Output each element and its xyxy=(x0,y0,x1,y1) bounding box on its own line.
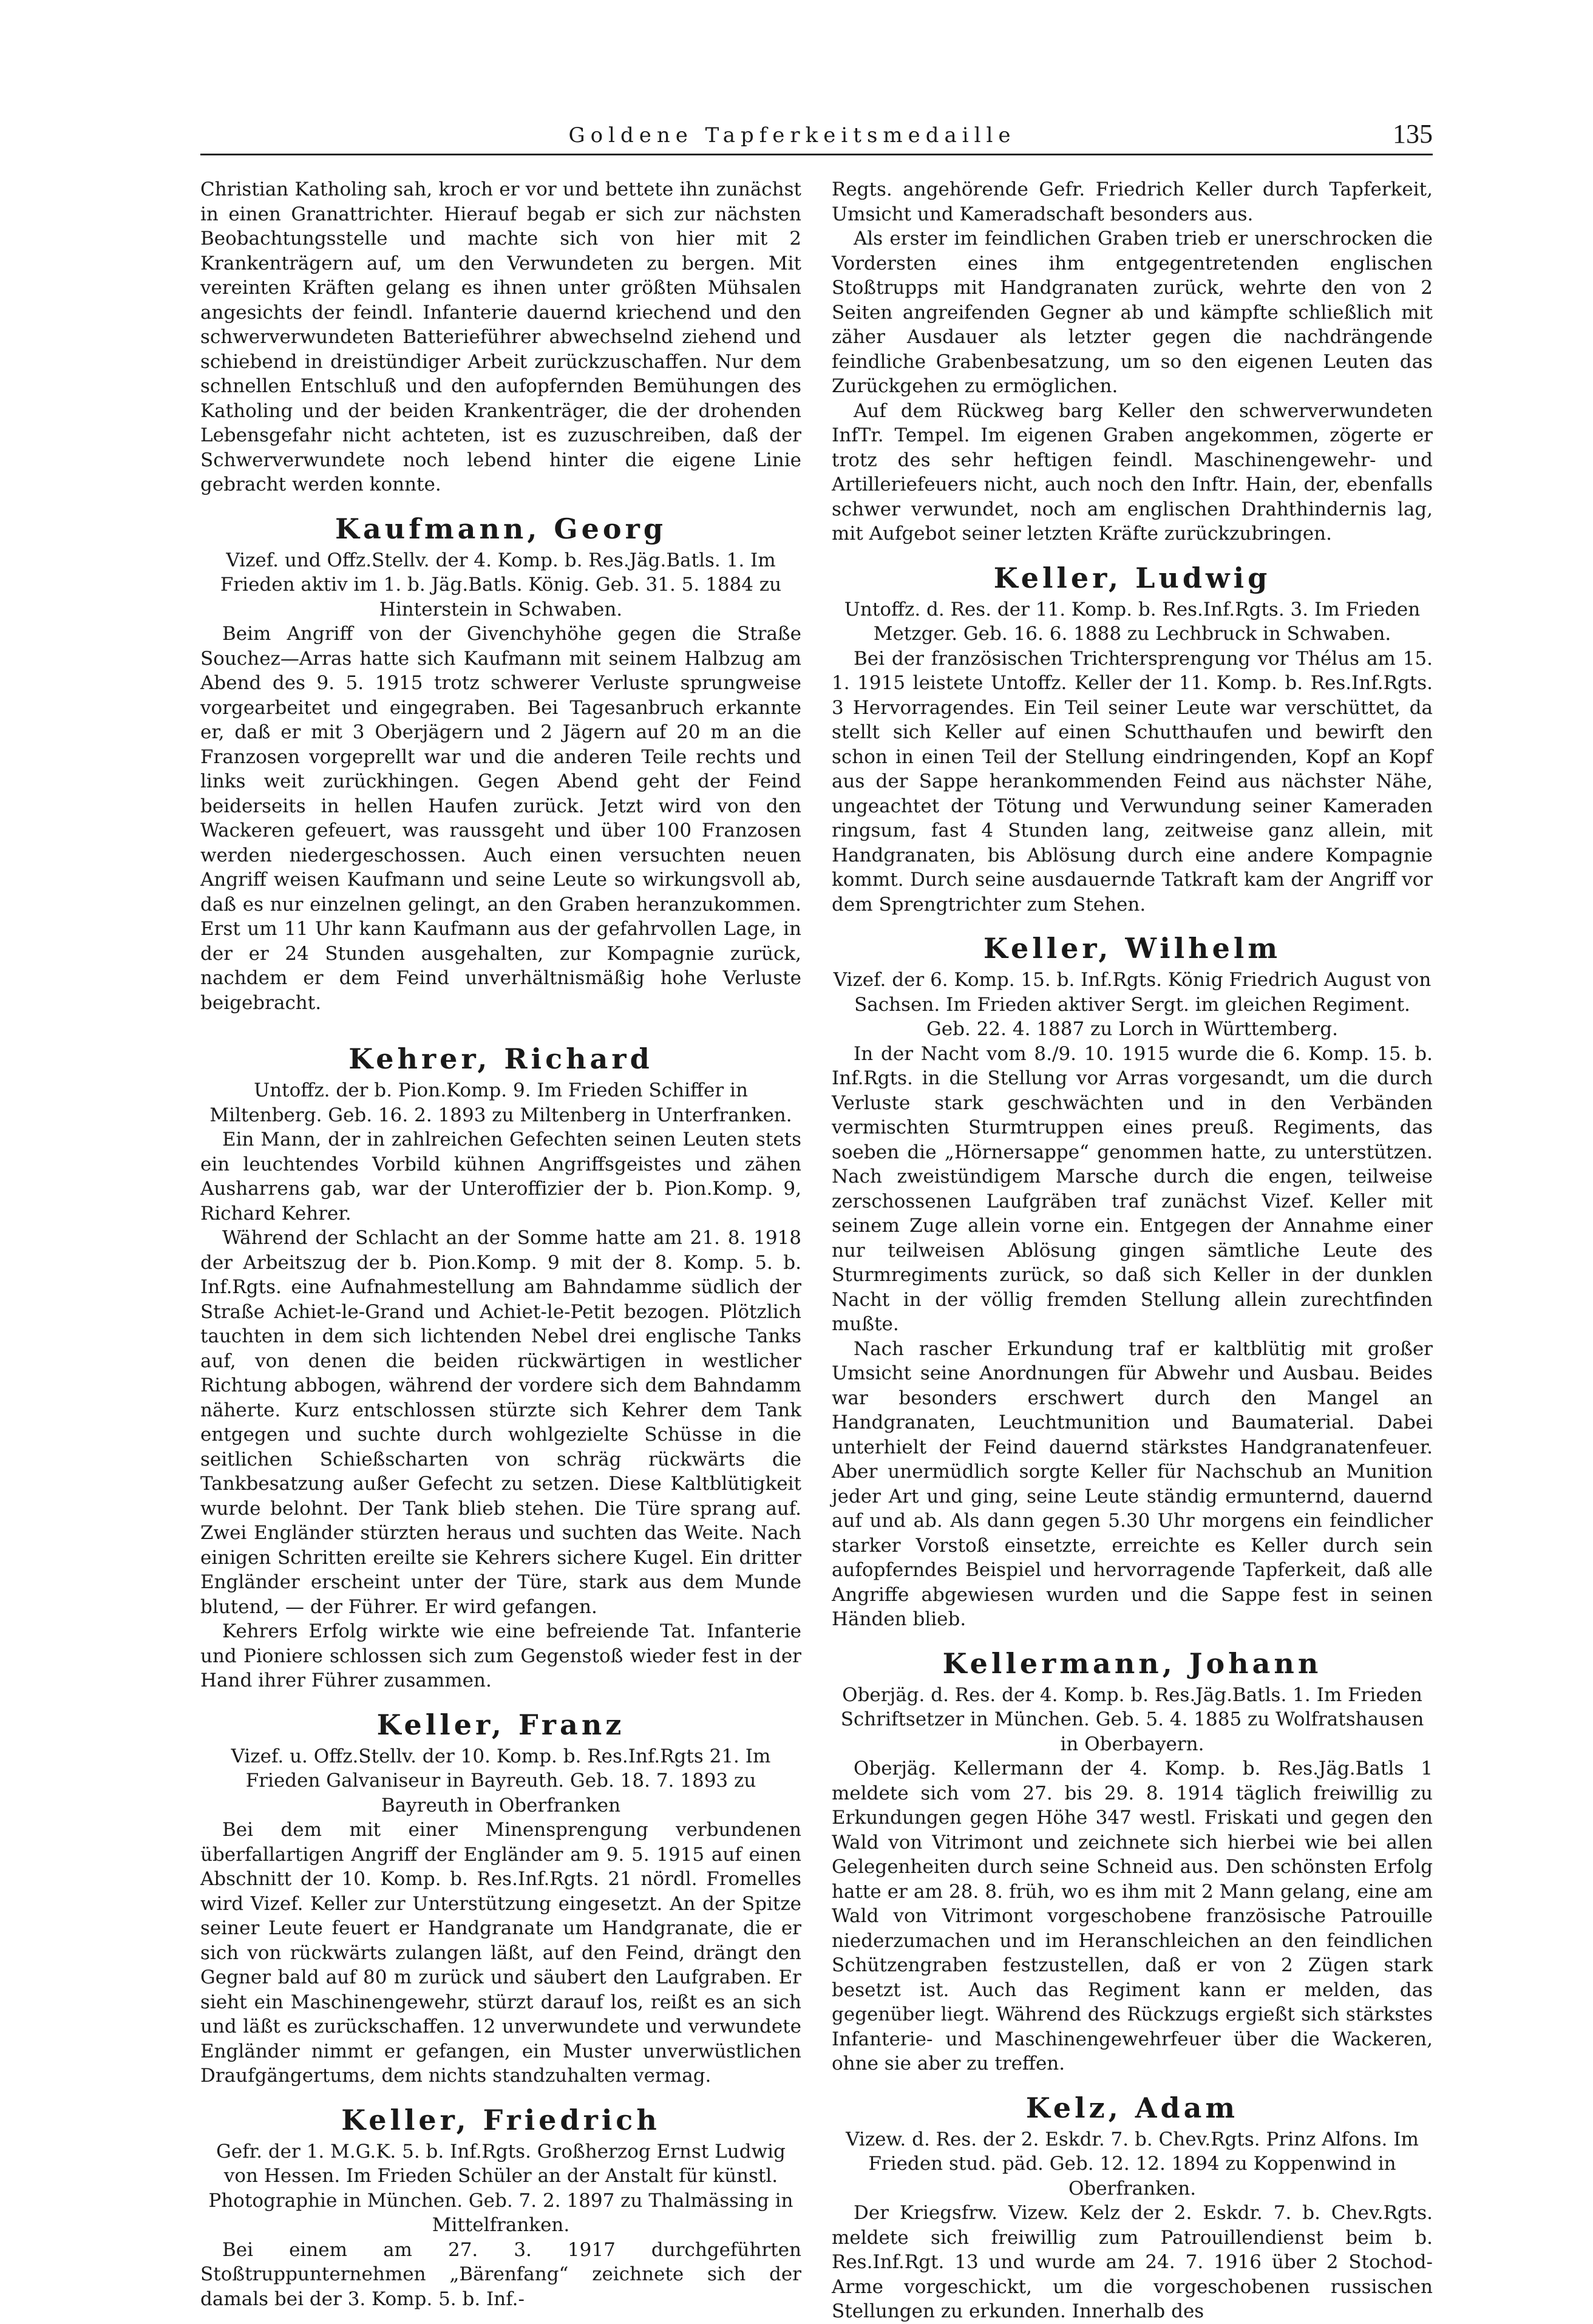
entry-details-kelz: Vizew. d. Res. der 2. Eskdr. 7. b. Chev.Rgts. Prinz Alfons. Im Frieden stud. päd. Geb. 12. 12. 1894 zu Koppenwind in Oberfranken. xyxy=(846,2128,1419,2200)
entry-name-keller-wilhelm: Keller, Wilhelm xyxy=(983,932,1282,965)
entry-text-keller-friedrich: Bei einem am 27. 3. 1917 durchgeführten Stoßtruppunternehmen „Bärenfang“ zeichnete sich der damals bei der 3. Komp. 5. b. Inf.- xyxy=(200,2238,801,2310)
entry-details-kellermann: Oberjäg. d. Res. der 4. Komp. b. Res.Jäg.Batls. 1. Im Frieden Schriftsetzer in München. Geb. 5. 4. 1885 zu Wolfratshausen in Oberbayern. xyxy=(840,1684,1424,1755)
left-column xyxy=(200,177,801,2311)
keller-friedrich-continued-3: Auf dem Rückweg barg Keller den schwerverwundeten InfTr. Tempel. Im eigenen Graben angekommen, zögerte er trotz des sehr heftigen feindl. Maschinengewehr- und Artilleriefeuers nicht, auch noch den Inftr. Hain, der, ebenfalls schwer verwundet, noch am englischen Drahthindernis lag, mit Aufgebot seiner letzten Kräfte zurückzubringen. xyxy=(832,399,1433,545)
entry-text-kelz: Der Kriegsfrw. Vizew. Kelz der 2. Eskdr. 7. b. Chev.Rgts. meldete sich freiwillig zum Patrouillendienst beim b. Res.Inf.Rgt. 13 und wurde am 24. 7. 1916 über 2 Stochod-Arme vorgeschickt, um die vorgeschobenen russischen Stellungen zu erkunden. Innerhalb des xyxy=(832,2202,1433,2322)
entry-details-keller-ludwig: Untoffz. d. Res. der 11. Komp. b. Res.Inf.Rgts. 3. Im Frieden Metzger. Geb. 16. 6. 1888 zu Lechbruck in Schwaben. xyxy=(844,598,1421,645)
running-head-title: Goldene Tapferkeitsmedaille xyxy=(568,123,1016,148)
entry-text-keller-wilhelm-2: Nach rascher Erkundung traf er kaltblütig mit großer Umsicht seine Anordnungen für Abwehr und Ausbau. Beides war besonders erschwert durch den Mangel an Handgranaten, Leuchtmunition und Baumaterial. Dabei unterhielt der Feind dauernd stärkstes Handgranatenfeuer. Aber unermüdlich sorgte Keller für Nachschub an Munition jeder Art und ging, seine Leute ständig ermunternd, dauernd auf und ab. Als dann gegen 5.30 Uhr morgens ein feindlicher starker Vorstoß einsetzte, erreichte es Keller durch sein aufopferndes Beispiel und hervorragende Tapferkeit, daß alle Angriffe abgewiesen wurden und die Sappe fest in seinen Händen blieb. xyxy=(832,1337,1433,1630)
entry-text-keller-ludwig: Bei der französischen Trichtersprengung vor Thélus am 15. 1. 1915 leistete Untoffz. Keller der 11. Komp. b. Res.Inf.Rgts. 3 Hervorragendes. Ein Teil seiner Leute war verschüttet, da stellt sich Keller auf einen Schutthaufen und bewirft den schon in einen Teil der Stellung eindringenden, Kopf an Kopf aus der Sappe herankommenden Feind aus nächster Nähe, ungeachtet der Tötung und Verwundung seiner Kameraden ringsum, fast 4 Stunden lang, zeitweise ganz allein, mit Handgranaten, bis Ablösung durch eine andere Kompagnie kommt. Durch seine ausdauernde Tatkraft kam der Angriff vor dem Sprengtrichter zum Stehen. xyxy=(832,647,1433,916)
entry-details-keller-friedrich: Gefr. der 1. M.G.K. 5. b. Inf.Rgts. Großherzog Ernst Ludwig von Hessen. Im Frieden Schüler an der Anstalt für künstl. Photographie in München. Geb. 7. 2. 1897 zu Thalmässing in Mittelfranken. xyxy=(208,2140,793,2236)
entry-details-keller-wilhelm: Vizef. der 6. Komp. 15. b. Inf.Rgts. König Friedrich August von Sachsen. Im Frieden aktiver Sergt. im gleichen Regiment. Geb. 22. 4. 1887 zu Lorch in Württemberg. xyxy=(833,969,1432,1040)
entry-name-kaufmann: Kaufmann, Georg xyxy=(335,512,667,545)
entry-text-kaufmann: Beim Angriff von der Givenchyhöhe gegen die Straße Souchez—Arras hatte sich Kaufmann mit seinem Halbzug am Abend des 9. 5. 1915 trotz schwerer Verluste sprungweise vorgearbeitet und eingegraben. Bei Tagesanbruch erkannte er, daß er mit 3 Oberjägern und 2 Jägern auf 20 m an die Franzosen vorgeprellt war und die anderen Teile rechts und links weit zurückhingen. Gegen Abend geht der Feind beiderseits in hellen Haufen zurück. Jetzt wird von den Wackeren gefeuert, was raussgeht und über 100 Franzosen werden niedergeschossen. Auch einen versuchten neuen Angriff weisen Kaufmann und seine Leute so wirkungsvoll ab, daß es nur einzelnen gelingt, an den Graben heranzukommen. Erst um 11 Uhr kann Kaufmann aus der gefahrvollen Lage, in der er 24 Stunden ausgehalten, zur Kompagnie zurück, nachdem er dem Feind unverhältnismäßig hohe Verluste beigebracht. xyxy=(200,623,801,1014)
entry-name-keller-franz: Keller, Franz xyxy=(376,1708,625,1741)
entry-text-kellermann: Oberjäg. Kellermann der 4. Komp. b. Res.Jäg.Batls 1 meldete sich vom 27. bis 29. 8. 1914 täglich freiwillig zu Erkundungen gegen Höhe 347 westl. Friskati und gegen den Wald von Vitrimont und zeichnete sich hierbei wie bei allen Gelegenheiten durch seine Schneid aus. Den schönsten Erfolg hatte er am 28. 8. früh, wo es ihm mit 2 Mann gelang, eine am Wald von Vitrimont vorgeschobene französische Patrouille niederzumachen und im Heranschleichen an den feindlichen Schützengraben festzustellen, daß er von 2 Zügen stark besetzt ist. Auch das Regiment kann er melden, das gegenüber liegt. Während des Rückzugs ergießt sich stärkstes Infanterie- und Maschinengewehrfeuer über die Wackeren, ohne sie aber zu treffen. xyxy=(832,1758,1433,2074)
right-column xyxy=(832,177,1433,2324)
entry-name-kelz: Kelz, Adam xyxy=(1025,2091,1239,2124)
entry-text-kehrer-2: Während der Schlacht an der Somme hatte am 21. 8. 1918 der Arbeitszug der b. Pion.Komp. 9 mit der 8. Komp. 5. b. Inf.Rgts. eine Aufnahmestellung am Bahndamme südlich der Straße Achiet-le-Grand und Achiet-le-Petit bezogen. Plötzlich tauchten in dem sich lichtenden Nebel drei englische Tanks auf, von denen die beiden rückwärtigen in westlicher Richtung abbogen, während der vordere sich dem Bahndamm näherte. Kurz entschlossen stürzte sich Kehrer dem Tank entgegen und suchte durch wohlgezielte Schüsse in die seitlichen Schießscharten von schräg rückwärts die Tankbesatzung außer Gefecht zu setzen. Diese Kaltblütigkeit wurde belohnt. Der Tank blieb stehen. Die Türe sprang auf. Zwei Engländer stürzten heraus und suchten das Weite. Nach einigen Schritten ereilte sie Kehrers sichere Kugel. Ein dritter Engländer erscheint unter der Türe, stark aus dem Munde blutend, — der Führer. Er wird gefangen. xyxy=(200,1227,801,1618)
running-head xyxy=(200,118,1433,155)
katholing-entry-end: Christian Katholing sah, kroch er vor und bettete ihn zunächst in einen Granattrichter. Hierauf begab er sich zur nächsten Beobachtungsstelle und machte sich von hier mit 2 Krankenträgern auf, um den Verwundeten zu bergen. Mit vereinten Kräften gelang es ihnen unter größten Mühsalen angesichts der feindl. Infanterie dauernd kriechend und den schwerverwundeten Batterieführer abwechselnd ziehend und schiebend in dreistündiger Arbeit zurückzuschaffen. Nur dem schnellen Entschluß und den aufopfernden Bemühungen des Katholing und der beiden Krankenträger, die der drohenden Lebensgefahr nicht achteten, ist es zuzuschreiben, daß der Schwerverwundete noch lebend hinter die eigene Linie gebracht werden konnte. xyxy=(200,178,801,495)
page-number: 135 xyxy=(1393,119,1433,149)
entry-text-kehrer-1: Ein Mann, der in zahlreichen Gefechten seinen Leuten stets ein leuchtendes Vorbild kühnen Angriffsgeistes und zähen Ausharrens gab, war der Unteroffizier der b. Pion.Komp. 9, Richard Kehrer. xyxy=(200,1129,801,1225)
keller-friedrich-continued-2: Als erster im feindlichen Graben trieb er unerschrocken die Vordersten eines ihm entgegentretenden englischen Stoßtrupps mit Handgranaten zurück, wehrte den von 2 Seiten angreifenden Gegner ab und kämpfte schließlich mit zäher Ausdauer als letzter gegen die nachdrängende feindliche Grabenbesatzung, um so den eigenen Leuten das Zurückgehen zu ermöglichen. xyxy=(832,228,1433,397)
entry-text-kehrer-3: Kehrers Erfolg wirkte wie eine befreiende Tat. Infanterie und Pioniere schlossen sich zum Gegenstoß wieder fest in der Hand ihrer Führer zusammen. xyxy=(200,1620,801,1691)
keller-friedrich-continued-1: Regts. angehörende Gefr. Friedrich Keller durch Tapferkeit, Umsicht und Kameradschaft besonders aus. xyxy=(832,178,1433,225)
entry-name-keller-friedrich: Keller, Friedrich xyxy=(341,2103,661,2136)
entry-name-keller-ludwig: Keller, Ludwig xyxy=(993,561,1271,594)
entry-name-kehrer: Kehrer, Richard xyxy=(348,1042,653,1075)
entry-details-keller-franz: Vizef. u. Offz.Stellv. der 10. Komp. b. Res.Inf.Rgts 21. Im Frieden Galvaniseur in Bayreuth. Geb. 18. 7. 1893 zu Bayreuth in Oberfranken xyxy=(231,1745,771,1816)
entry-details-kaufmann: Vizef. und Offz.Stellv. der 4. Komp. b. Res.Jäg.Batls. 1. Im Frieden aktiv im 1. b. Jäg.Batls. König. Geb. 31. 5. 1884 zu Hinterstein in Schwaben. xyxy=(220,549,782,620)
entry-details-kehrer: Untoffz. der b. Pion.Komp. 9. Im Frieden Schiffer in Miltenberg. Geb. 16. 2. 1893 zu Miltenberg in Unterfranken. xyxy=(209,1079,792,1126)
entry-name-kellermann: Kellermann, Johann xyxy=(942,1646,1322,1680)
entry-text-keller-wilhelm-1: In der Nacht vom 8./9. 10. 1915 wurde die 6. Komp. 15. b. Inf.Rgts. in die Stellung vor Arras vorgesandt, um die durch Verluste stark geschwächten und in den Verbänden vermischten Sturmtruppen eines preuß. Regiments, das soeben die „Hörnersappe“ genommen hatte, zu unterstützen. Nach zweistündigem Marsche durch die engen, teilweise zerschossenen Laufgräben traf zunächst Vizef. Keller mit seinem Zuge allein vorne ein. Entgegen der Annahme einer nur teilweisen Ablösung gingen sämtliche Leute des Sturmregiments zurück, so daß sich Keller in der dunklen Nacht in der völlig fremden Stellung allein zurechtfinden mußte. xyxy=(832,1042,1433,1335)
entry-text-keller-franz: Bei dem mit einer Minensprengung verbundenen überfallartigen Angriff der Engländer am 9. 5. 1915 auf einen Abschnitt der 10. Komp. b. Res.Inf.Rgts. 21 nördl. Fromelles wird Vizef. Keller zur Unterstützung eingesetzt. An der Spitze seiner Leute feuert er Handgranate um Handgranate, die er sich von rückwärts zulangen läßt, auf den Feind, drängt den Gegner bald auf 80 m zurück und säubert den Laufgraben. Er sieht ein Maschinengewehr, stürzt darauf los, reißt es an sich und läßt es zurückschaffen. 12 unverwundete und verwundete Engländer nimmt er gefangen, ein Muster unverwüstlichen Draufgängertums, dem nichts standzuhalten vermag. xyxy=(200,1819,801,2087)
